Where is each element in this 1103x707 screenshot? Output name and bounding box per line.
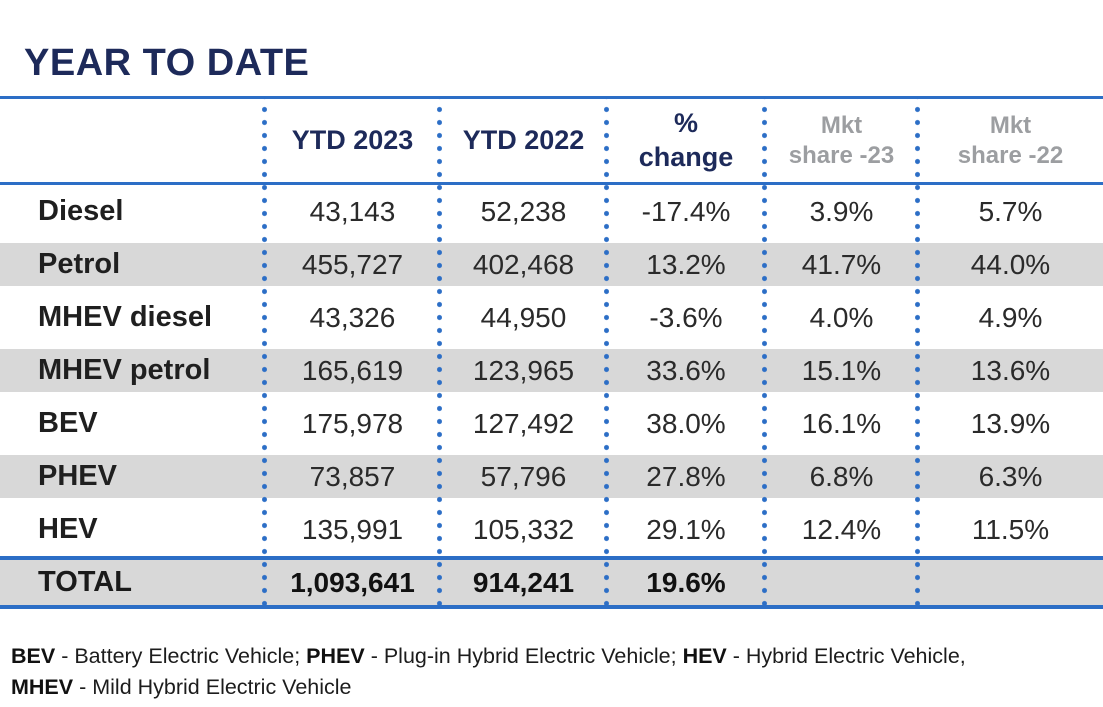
footnote-def-hev: - Hybrid Electric Vehicle, [726, 644, 966, 668]
footnote [11, 641, 1096, 703]
row-mkt-share-22: 13.6% [970, 354, 1051, 386]
row-ytd-2023: 455,727 [301, 248, 404, 280]
total-percent-change: 19.6% [646, 566, 726, 598]
table-row-petrol [0, 238, 1103, 291]
row-mkt-share-23: 3.9% [809, 195, 874, 227]
row-mkt-share-23: 6.8% [809, 460, 874, 492]
row-ytd-2022: 127,492 [472, 407, 575, 439]
footnote-line-2 [11, 675, 352, 699]
row-label: Diesel [38, 195, 124, 227]
footnote-def-bev: - Battery Electric Vehicle; [55, 644, 307, 668]
table-row-phev [0, 450, 1103, 503]
footnote-def-phev: - Plug-in Hybrid Electric Vehicle; [364, 644, 683, 668]
row-ytd-2022: 44,950 [480, 301, 567, 333]
table-row-diesel [0, 185, 1103, 238]
total-label: TOTAL [38, 566, 132, 598]
total-ytd-2023: 1,093,641 [290, 566, 415, 598]
row-ytd-2022: 57,796 [480, 460, 567, 492]
row-ytd-2023: 43,143 [309, 195, 396, 227]
row-percent-change: 33.6% [646, 354, 726, 386]
row-mkt-share-23: 4.0% [809, 301, 874, 333]
table-bottom-border [0, 605, 1103, 609]
header-mkt-share-23-line2: share -23 [788, 141, 895, 169]
footnote-abbr-hev: HEV [682, 644, 727, 668]
footnote-abbr-phev: PHEV [306, 644, 365, 668]
row-label: BEV [38, 407, 98, 439]
row-label: MHEV diesel [38, 301, 213, 333]
row-ytd-2023: 175,978 [301, 407, 404, 439]
row-mkt-share-23: 15.1% [801, 354, 882, 386]
row-mkt-share-22: 13.9% [970, 407, 1051, 439]
table-row-mhev-petrol [0, 344, 1103, 397]
header-percent-change-line1: % [673, 107, 698, 138]
header-percent-change [607, 107, 765, 175]
header-mkt-share-22 [918, 111, 1103, 171]
ytd-table [0, 96, 1103, 609]
header-ytd-2023: YTD 2023 [291, 124, 414, 155]
row-mkt-share-23: 12.4% [801, 513, 882, 545]
row-ytd-2022: 52,238 [480, 195, 567, 227]
row-mkt-share-22: 4.9% [978, 301, 1043, 333]
row-label: PHEV [38, 460, 117, 492]
row-mkt-share-23: 41.7% [801, 248, 882, 280]
header-mkt-share-22-line1: Mkt [989, 111, 1032, 139]
row-mkt-share-22: 44.0% [970, 248, 1051, 280]
footnote-def-mhev: - Mild Hybrid Electric Vehicle [73, 675, 352, 699]
table-row-hev [0, 503, 1103, 556]
header-percent-change-line2: change [638, 141, 734, 172]
row-mkt-share-22: 11.5% [971, 513, 1050, 545]
footnote-line-1 [11, 644, 966, 668]
row-ytd-2023: 135,991 [301, 513, 404, 545]
row-mkt-share-22: 6.3% [978, 460, 1043, 492]
row-label: HEV [38, 513, 98, 545]
page-title: YEAR TO DATE [24, 42, 310, 84]
table-header-row [0, 99, 1103, 182]
row-label: Petrol [38, 248, 121, 280]
total-ytd-2022: 914,241 [472, 566, 575, 598]
header-ytd-2022: YTD 2022 [462, 124, 585, 155]
table-row-total [0, 560, 1103, 605]
row-percent-change: 27.8% [646, 460, 726, 492]
header-mkt-share-23 [765, 111, 918, 171]
row-ytd-2022: 105,332 [472, 513, 575, 545]
row-percent-change: 13.2% [646, 248, 726, 280]
row-percent-change: 38.0% [646, 407, 726, 439]
row-percent-change: -3.6% [649, 301, 723, 333]
row-ytd-2023: 43,326 [309, 301, 396, 333]
footnote-abbr-mhev: MHEV [11, 675, 74, 699]
row-ytd-2023: 165,619 [301, 354, 404, 386]
row-ytd-2022: 402,468 [472, 248, 575, 280]
table-row-bev [0, 397, 1103, 450]
row-percent-change: -17.4% [641, 195, 731, 227]
row-ytd-2023: 73,857 [309, 460, 396, 492]
table-row-mhev-diesel [0, 291, 1103, 344]
row-ytd-2022: 123,965 [472, 354, 575, 386]
header-mkt-share-22-line2: share -22 [957, 141, 1064, 169]
row-mkt-share-23: 16.1% [801, 407, 882, 439]
header-mkt-share-23-line1: Mkt [820, 111, 863, 139]
row-label: MHEV petrol [38, 354, 211, 386]
row-percent-change: 29.1% [646, 513, 726, 545]
row-mkt-share-22: 5.7% [978, 195, 1043, 227]
footnote-abbr-bev: BEV [11, 644, 56, 668]
